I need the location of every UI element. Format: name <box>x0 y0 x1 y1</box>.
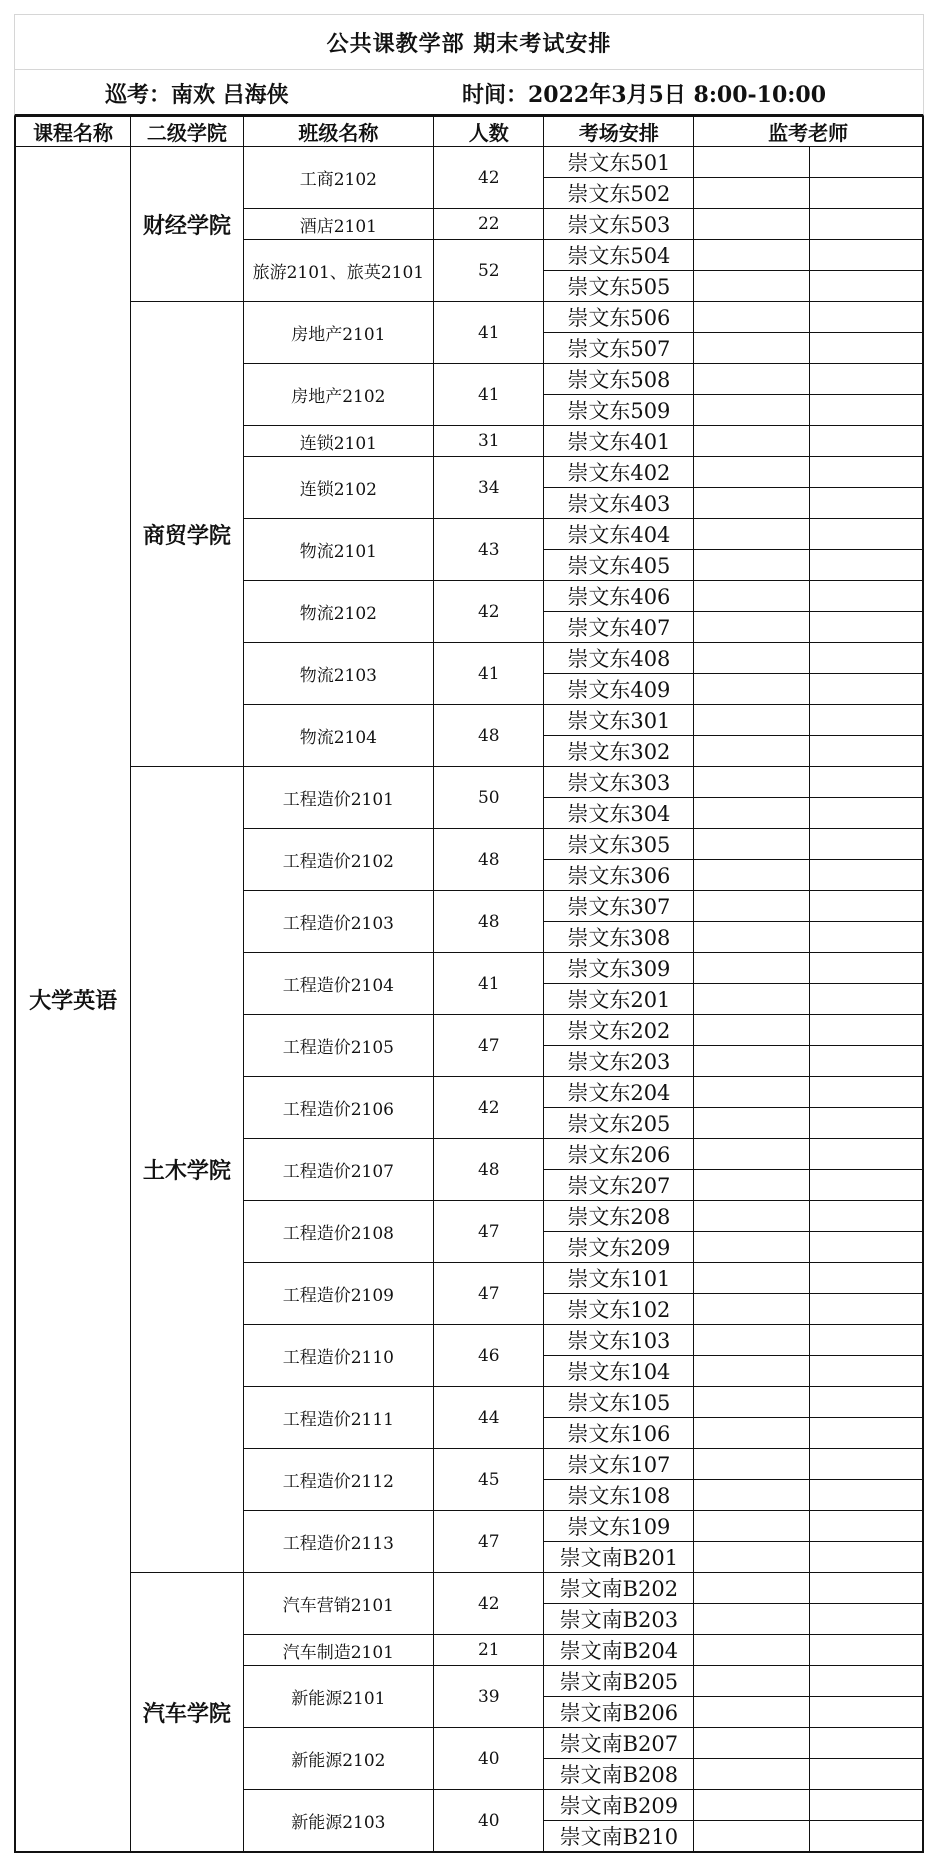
proctor-cell-2 <box>809 1697 923 1728</box>
proctor-cell-1 <box>694 1139 810 1170</box>
proctor-cell-2 <box>809 426 923 457</box>
student-count: 41 <box>434 953 544 1015</box>
proctor-cell-2 <box>809 922 923 953</box>
exam-room: 崇文东507 <box>544 333 694 364</box>
exam-room: 崇文东303 <box>544 767 694 798</box>
proctor-cell-2 <box>809 550 923 581</box>
exam-room: 崇文东502 <box>544 178 694 209</box>
proctor-cell-2 <box>809 767 923 798</box>
proctor-cell-2 <box>809 1263 923 1294</box>
exam-room: 崇文东103 <box>544 1325 694 1356</box>
proctor-cell-1 <box>694 1449 810 1480</box>
proctor-cell-2 <box>809 1635 923 1666</box>
student-count: 50 <box>434 767 544 829</box>
proctor-cell-2 <box>809 891 923 922</box>
exam-room: 崇文东501 <box>544 147 694 178</box>
proctor-cell-2 <box>809 1232 923 1263</box>
proctor-cell-1 <box>694 550 810 581</box>
proctor-cell-1 <box>694 767 810 798</box>
table-body <box>15 147 923 1853</box>
proctor-cell-1 <box>694 1356 810 1387</box>
exam-room: 崇文东201 <box>544 984 694 1015</box>
class-name: 工程造价2105 <box>243 1015 434 1077</box>
exam-room: 崇文东308 <box>544 922 694 953</box>
proctor-cell-1 <box>694 488 810 519</box>
proctor-cell-1 <box>694 1232 810 1263</box>
proctor-cell-1 <box>694 240 810 271</box>
proctor-cell-1 <box>694 1201 810 1232</box>
class-name: 工程造价2103 <box>243 891 434 953</box>
proctor-cell-1 <box>694 1697 810 1728</box>
table-row <box>15 302 923 333</box>
class-name: 工程造价2112 <box>243 1449 434 1511</box>
proctor-cell-2 <box>809 1077 923 1108</box>
proctor-cell-1 <box>694 457 810 488</box>
exam-room: 崇文东301 <box>544 705 694 736</box>
exam-room: 崇文东107 <box>544 1449 694 1480</box>
proctor-cell-2 <box>809 333 923 364</box>
header-room: 考场安排 <box>544 117 694 147</box>
proctor-cell-2 <box>809 643 923 674</box>
proctor-cell-2 <box>809 1480 923 1511</box>
exam-room: 崇文东403 <box>544 488 694 519</box>
class-name: 汽车制造2101 <box>243 1635 434 1666</box>
proctor-cell-1 <box>694 1790 810 1821</box>
proctor-cell-1 <box>694 178 810 209</box>
exam-room: 崇文南B210 <box>544 1821 694 1853</box>
proctor-cell-1 <box>694 1077 810 1108</box>
exam-room: 崇文东302 <box>544 736 694 767</box>
proctor-cell-1 <box>694 1046 810 1077</box>
student-count: 22 <box>434 209 544 240</box>
proctor-cell-2 <box>809 1015 923 1046</box>
proctor-cell-2 <box>809 953 923 984</box>
proctor-cell-2 <box>809 581 923 612</box>
college-name: 商贸学院 <box>131 302 243 767</box>
student-count: 47 <box>434 1201 544 1263</box>
class-name: 物流2102 <box>243 581 434 643</box>
proctor-cell-2 <box>809 1201 923 1232</box>
exam-room: 崇文东203 <box>544 1046 694 1077</box>
proctor-cell-2 <box>809 829 923 860</box>
proctor-cell-1 <box>694 333 810 364</box>
exam-room: 崇文南B207 <box>544 1728 694 1759</box>
class-name: 工程造价2104 <box>243 953 434 1015</box>
header-count: 人数 <box>434 117 544 147</box>
exam-room: 崇文东504 <box>544 240 694 271</box>
proctor-cell-2 <box>809 984 923 1015</box>
proctor-cell-2 <box>809 1170 923 1201</box>
exam-room: 崇文东305 <box>544 829 694 860</box>
table-row <box>15 147 923 178</box>
proctor-cell-2 <box>809 178 923 209</box>
proctor-cell-2 <box>809 147 923 178</box>
proctor-cell-1 <box>694 612 810 643</box>
student-count: 47 <box>434 1511 544 1573</box>
proctor-cell-1 <box>694 798 810 829</box>
student-count: 40 <box>434 1790 544 1853</box>
page-title: 公共课教学部 期末考试安排 <box>14 14 924 69</box>
student-count: 42 <box>434 147 544 209</box>
proctor-cell-1 <box>694 426 810 457</box>
class-name: 物流2104 <box>243 705 434 767</box>
class-name: 物流2101 <box>243 519 434 581</box>
student-count: 47 <box>434 1015 544 1077</box>
proctor-cell-2 <box>809 209 923 240</box>
proctor-cell-1 <box>694 1387 810 1418</box>
proctor-cell-1 <box>694 1263 810 1294</box>
class-name: 旅游2101、旅英2101 <box>243 240 434 302</box>
proctor-cell-1 <box>694 1418 810 1449</box>
proctor-cell-1 <box>694 1108 810 1139</box>
proctor-cell-2 <box>809 364 923 395</box>
header-course: 课程名称 <box>15 117 131 147</box>
proctor-cell-1 <box>694 829 810 860</box>
exam-room: 崇文东106 <box>544 1418 694 1449</box>
exam-room: 崇文南B201 <box>544 1542 694 1573</box>
proctor-cell-1 <box>694 581 810 612</box>
proctor-cell-1 <box>694 922 810 953</box>
student-count: 41 <box>434 302 544 364</box>
proctor-cell-2 <box>809 1046 923 1077</box>
exam-room: 崇文东205 <box>544 1108 694 1139</box>
proctor-cell-1 <box>694 1635 810 1666</box>
proctor-cell-2 <box>809 1542 923 1573</box>
proctor-cell-2 <box>809 1449 923 1480</box>
student-count: 45 <box>434 1449 544 1511</box>
proctor-cell-1 <box>694 736 810 767</box>
class-name: 工程造价2113 <box>243 1511 434 1573</box>
proctor-cell-1 <box>694 302 810 333</box>
student-count: 42 <box>434 581 544 643</box>
student-count: 43 <box>434 519 544 581</box>
proctor-cell-1 <box>694 984 810 1015</box>
proctor-cell-1 <box>694 705 810 736</box>
exam-room: 崇文东207 <box>544 1170 694 1201</box>
proctor-cell-2 <box>809 1759 923 1790</box>
proctor-cell-1 <box>694 1604 810 1635</box>
proctor-cell-2 <box>809 1418 923 1449</box>
exam-room: 崇文南B206 <box>544 1697 694 1728</box>
student-count: 41 <box>434 643 544 705</box>
proctor-cell-2 <box>809 1387 923 1418</box>
proctor-cell-2 <box>809 457 923 488</box>
college-name: 汽车学院 <box>131 1573 243 1853</box>
student-count: 48 <box>434 891 544 953</box>
proctor-cell-1 <box>694 364 810 395</box>
proctor-cell-1 <box>694 1759 810 1790</box>
proctor-cell-2 <box>809 612 923 643</box>
exam-room: 崇文东508 <box>544 364 694 395</box>
proctor-cell-2 <box>809 798 923 829</box>
exam-sheet <box>14 14 924 1853</box>
proctor-cell-2 <box>809 705 923 736</box>
class-name: 酒店2101 <box>243 209 434 240</box>
class-name: 新能源2102 <box>243 1728 434 1790</box>
exam-room: 崇文东105 <box>544 1387 694 1418</box>
exam-room: 崇文南B205 <box>544 1666 694 1697</box>
proctor-cell-1 <box>694 860 810 891</box>
proctor-cell-2 <box>809 271 923 302</box>
class-name: 连锁2101 <box>243 426 434 457</box>
proctor-cell-1 <box>694 1294 810 1325</box>
class-name: 工程造价2106 <box>243 1077 434 1139</box>
class-name: 工程造价2102 <box>243 829 434 891</box>
proctor-cell-1 <box>694 1325 810 1356</box>
table-row <box>15 1573 923 1604</box>
exam-room: 崇文东306 <box>544 860 694 891</box>
proctor-cell-1 <box>694 1015 810 1046</box>
exam-table <box>14 116 924 1853</box>
class-name: 新能源2103 <box>243 1790 434 1853</box>
proctor-cell-2 <box>809 1108 923 1139</box>
exam-room: 崇文东503 <box>544 209 694 240</box>
proctor-cell-2 <box>809 1511 923 1542</box>
class-name: 工程造价2101 <box>243 767 434 829</box>
class-name: 房地产2101 <box>243 302 434 364</box>
info-row <box>14 69 924 116</box>
student-count: 47 <box>434 1263 544 1325</box>
proctor-cell-1 <box>694 395 810 426</box>
class-name: 工程造价2110 <box>243 1325 434 1387</box>
exam-room: 崇文东109 <box>544 1511 694 1542</box>
proctor-cell-1 <box>694 1170 810 1201</box>
proctor-cell-2 <box>809 1604 923 1635</box>
exam-room: 崇文东206 <box>544 1139 694 1170</box>
proctor-cell-2 <box>809 1356 923 1387</box>
proctor-cell-2 <box>809 240 923 271</box>
header-proctor: 监考老师 <box>694 117 923 147</box>
exam-room: 崇文东102 <box>544 1294 694 1325</box>
student-count: 40 <box>434 1728 544 1790</box>
class-name: 汽车营销2101 <box>243 1573 434 1635</box>
proctor-cell-2 <box>809 1139 923 1170</box>
college-name: 财经学院 <box>131 147 243 302</box>
header-class: 班级名称 <box>243 117 434 147</box>
proctor-cell-2 <box>809 1821 923 1853</box>
exam-room: 崇文东108 <box>544 1480 694 1511</box>
proctor-cell-2 <box>809 1573 923 1604</box>
proctor-cell-1 <box>694 147 810 178</box>
proctor-cell-1 <box>694 1728 810 1759</box>
class-name: 工程造价2109 <box>243 1263 434 1325</box>
college-name: 土木学院 <box>131 767 243 1573</box>
student-count: 21 <box>434 1635 544 1666</box>
student-count: 41 <box>434 364 544 426</box>
proctor-cell-1 <box>694 1511 810 1542</box>
exam-room: 崇文东402 <box>544 457 694 488</box>
exam-room: 崇文东208 <box>544 1201 694 1232</box>
proctor-cell-2 <box>809 395 923 426</box>
exam-room: 崇文东509 <box>544 395 694 426</box>
proctor-cell-1 <box>694 643 810 674</box>
exam-room: 崇文南B209 <box>544 1790 694 1821</box>
exam-room: 崇文南B204 <box>544 1635 694 1666</box>
student-count: 48 <box>434 1139 544 1201</box>
exam-room: 崇文东506 <box>544 302 694 333</box>
exam-room: 崇文南B208 <box>544 1759 694 1790</box>
exam-time: 时间：2022年3月5日 8:00-10:00 <box>462 82 827 108</box>
student-count: 48 <box>434 829 544 891</box>
table-row <box>15 767 923 798</box>
inspection-staff: 巡考：南欢 吕海侠 <box>105 82 289 108</box>
proctor-cell-1 <box>694 209 810 240</box>
proctor-cell-1 <box>694 1573 810 1604</box>
exam-room: 崇文东401 <box>544 426 694 457</box>
proctor-cell-2 <box>809 519 923 550</box>
exam-room: 崇文东204 <box>544 1077 694 1108</box>
proctor-cell-2 <box>809 1790 923 1821</box>
header-row <box>15 117 923 147</box>
student-count: 42 <box>434 1077 544 1139</box>
class-name: 工程造价2111 <box>243 1387 434 1449</box>
proctor-cell-2 <box>809 488 923 519</box>
class-name: 房地产2102 <box>243 364 434 426</box>
exam-room: 崇文东406 <box>544 581 694 612</box>
student-count: 39 <box>434 1666 544 1728</box>
class-name: 连锁2102 <box>243 457 434 519</box>
proctor-cell-2 <box>809 1666 923 1697</box>
student-count: 44 <box>434 1387 544 1449</box>
proctor-cell-1 <box>694 1821 810 1853</box>
header-college: 二级学院 <box>131 117 243 147</box>
proctor-cell-2 <box>809 1325 923 1356</box>
proctor-cell-2 <box>809 674 923 705</box>
proctor-cell-2 <box>809 1728 923 1759</box>
exam-room: 崇文东202 <box>544 1015 694 1046</box>
proctor-cell-2 <box>809 860 923 891</box>
proctor-cell-1 <box>694 953 810 984</box>
class-name: 工程造价2108 <box>243 1201 434 1263</box>
class-name: 工商2102 <box>243 147 434 209</box>
class-name: 工程造价2107 <box>243 1139 434 1201</box>
exam-room: 崇文东309 <box>544 953 694 984</box>
proctor-cell-2 <box>809 302 923 333</box>
class-name: 物流2103 <box>243 643 434 705</box>
student-count: 46 <box>434 1325 544 1387</box>
proctor-cell-1 <box>694 674 810 705</box>
exam-room: 崇文东407 <box>544 612 694 643</box>
student-count: 34 <box>434 457 544 519</box>
proctor-cell-2 <box>809 736 923 767</box>
proctor-cell-1 <box>694 891 810 922</box>
student-count: 42 <box>434 1573 544 1635</box>
exam-room: 崇文南B203 <box>544 1604 694 1635</box>
exam-room: 崇文东404 <box>544 519 694 550</box>
proctor-cell-1 <box>694 1480 810 1511</box>
proctor-cell-1 <box>694 519 810 550</box>
exam-room: 崇文南B202 <box>544 1573 694 1604</box>
exam-room: 崇文东101 <box>544 1263 694 1294</box>
exam-room: 崇文东409 <box>544 674 694 705</box>
proctor-cell-1 <box>694 271 810 302</box>
student-count: 31 <box>434 426 544 457</box>
exam-room: 崇文东405 <box>544 550 694 581</box>
exam-room: 崇文东304 <box>544 798 694 829</box>
class-name: 新能源2101 <box>243 1666 434 1728</box>
proctor-cell-2 <box>809 1294 923 1325</box>
exam-room: 崇文东505 <box>544 271 694 302</box>
proctor-cell-1 <box>694 1542 810 1573</box>
student-count: 52 <box>434 240 544 302</box>
course-name: 大学英语 <box>15 147 131 1853</box>
proctor-cell-1 <box>694 1666 810 1697</box>
exam-room: 崇文东408 <box>544 643 694 674</box>
exam-room: 崇文东209 <box>544 1232 694 1263</box>
student-count: 48 <box>434 705 544 767</box>
exam-room: 崇文东104 <box>544 1356 694 1387</box>
exam-room: 崇文东307 <box>544 891 694 922</box>
